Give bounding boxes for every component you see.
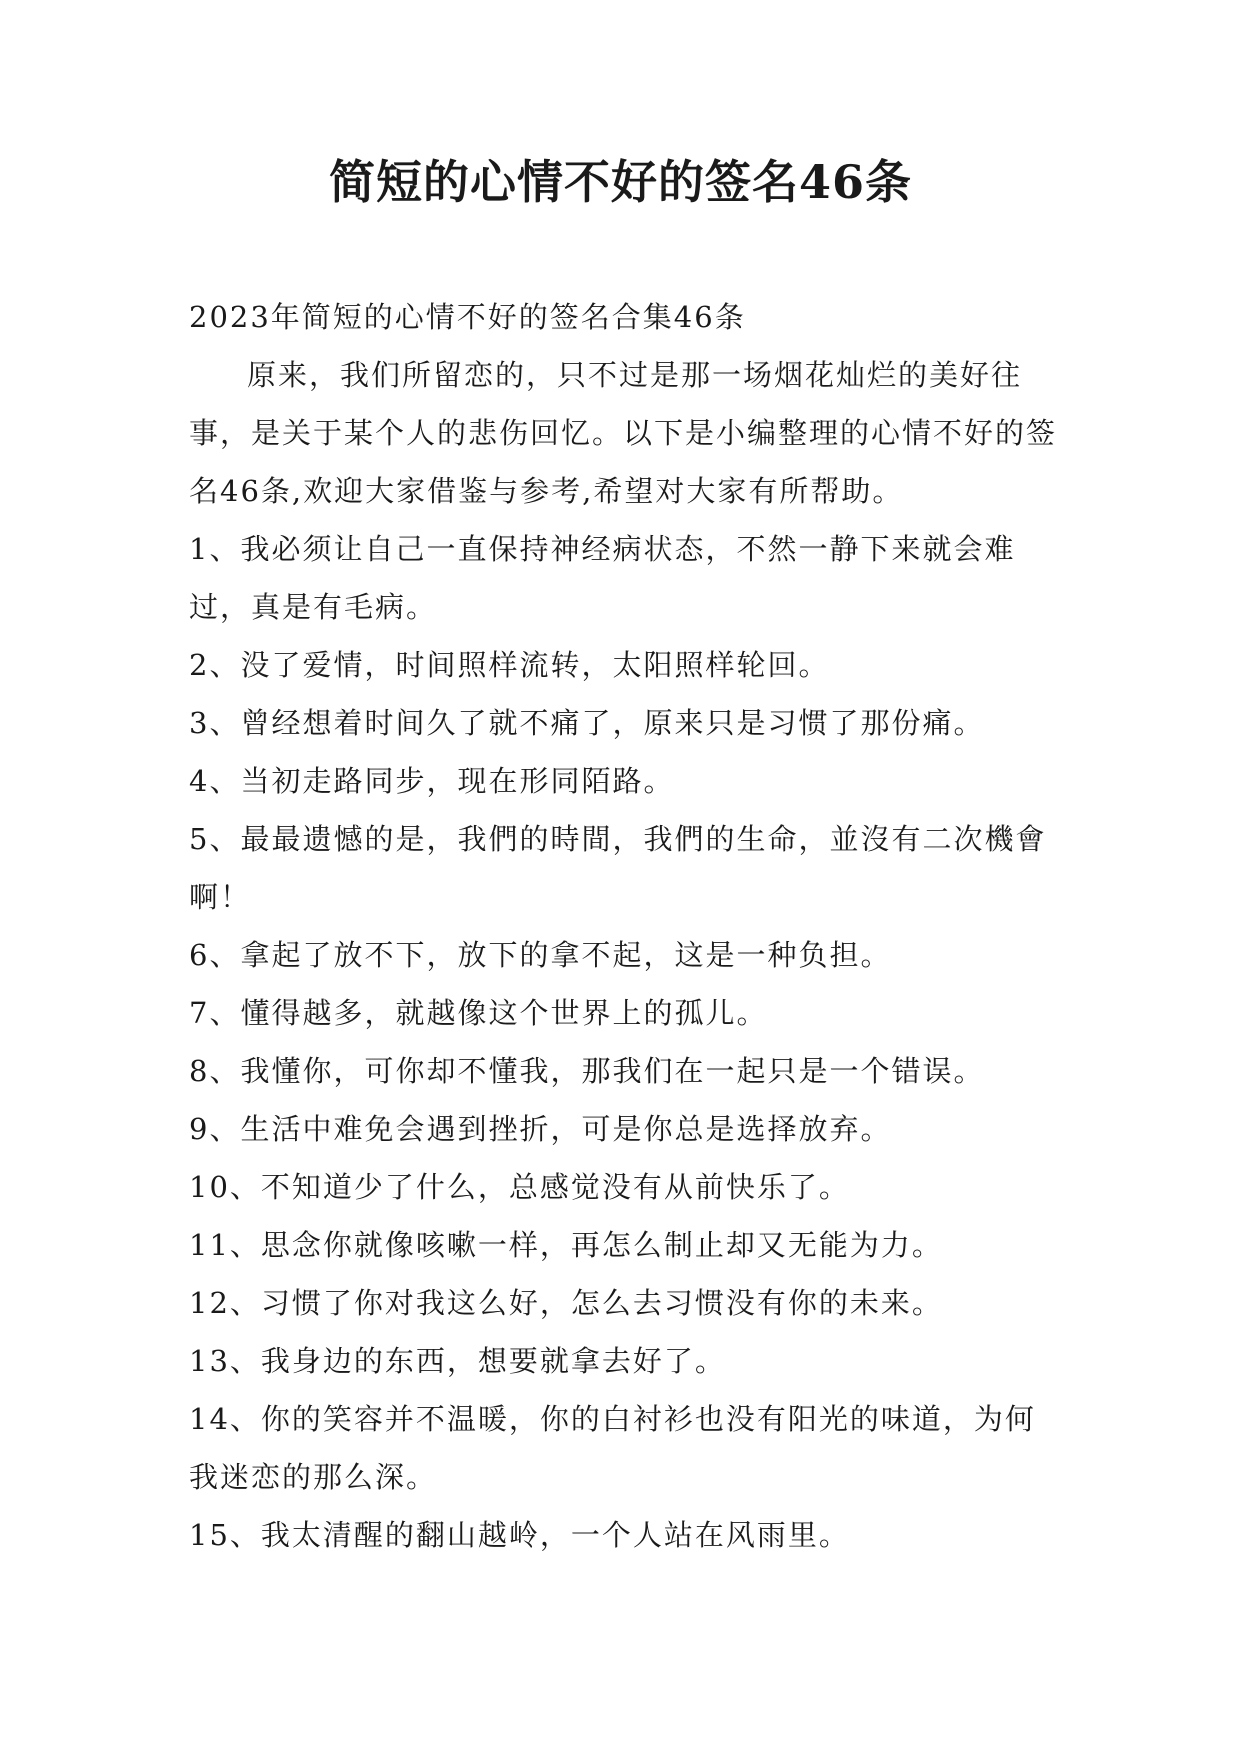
list-item: 11、思念你就像咳嗽一样，再怎么制止却又无能为力。 [189, 1228, 943, 1262]
list-item: 15、我太清醒的翻山越岭，一个人站在风雨里。 [189, 1518, 850, 1552]
list-item: 10、不知道少了什么，总感觉没有从前快乐了。 [189, 1170, 850, 1204]
list-item: 13、我身边的东西，想要就拿去好了。 [189, 1344, 726, 1378]
list-item: 9、生活中难免会遇到挫折，可是你总是选择放弃。 [189, 1112, 892, 1146]
list-item: 3、曾经想着时间久了就不痛了，原来只是习惯了那份痛。 [189, 706, 985, 740]
intro-paragraph: 原来，我们所留恋的，只不过是那一场烟花灿烂的美好往事，是关于某个人的悲伤回忆。以下是小编整理的心情不好的签名46条,欢迎大家借鉴与参考,希望对大家有所帮助。 [189, 358, 1058, 508]
document-title: 简短的心情不好的签名46条 [328, 155, 912, 209]
list-item: 14、你的笑容并不温暖，你的白衬衫也没有阳光的味道，为何我迷恋的那么深。 [189, 1402, 1036, 1494]
document-body [189, 288, 1063, 1564]
list-item: 5、最最遗憾的是，我們的時間，我們的生命，並沒有二次機會啊！ [189, 822, 1047, 914]
list-item: 12、习惯了你对我这么好，怎么去习惯没有你的未来。 [189, 1286, 943, 1320]
list-item: 6、拿起了放不下，放下的拿不起，这是一种负担。 [189, 938, 892, 972]
list-item: 1、我必须让自己一直保持神经病状态，不然一静下来就会难过，真是有毛病。 [189, 532, 1016, 624]
list-item: 2、没了爱情，时间照样流转，太阳照样轮回。 [189, 648, 830, 682]
document-subtitle: 2023年简短的心情不好的签名合集46条 [189, 300, 746, 334]
list-item: 4、当初走路同步，现在形同陌路。 [189, 764, 675, 798]
list-item: 7、懂得越多，就越像这个世界上的孤儿。 [189, 996, 768, 1030]
list-item: 8、我懂你，可你却不懂我，那我们在一起只是一个错误。 [189, 1054, 985, 1088]
